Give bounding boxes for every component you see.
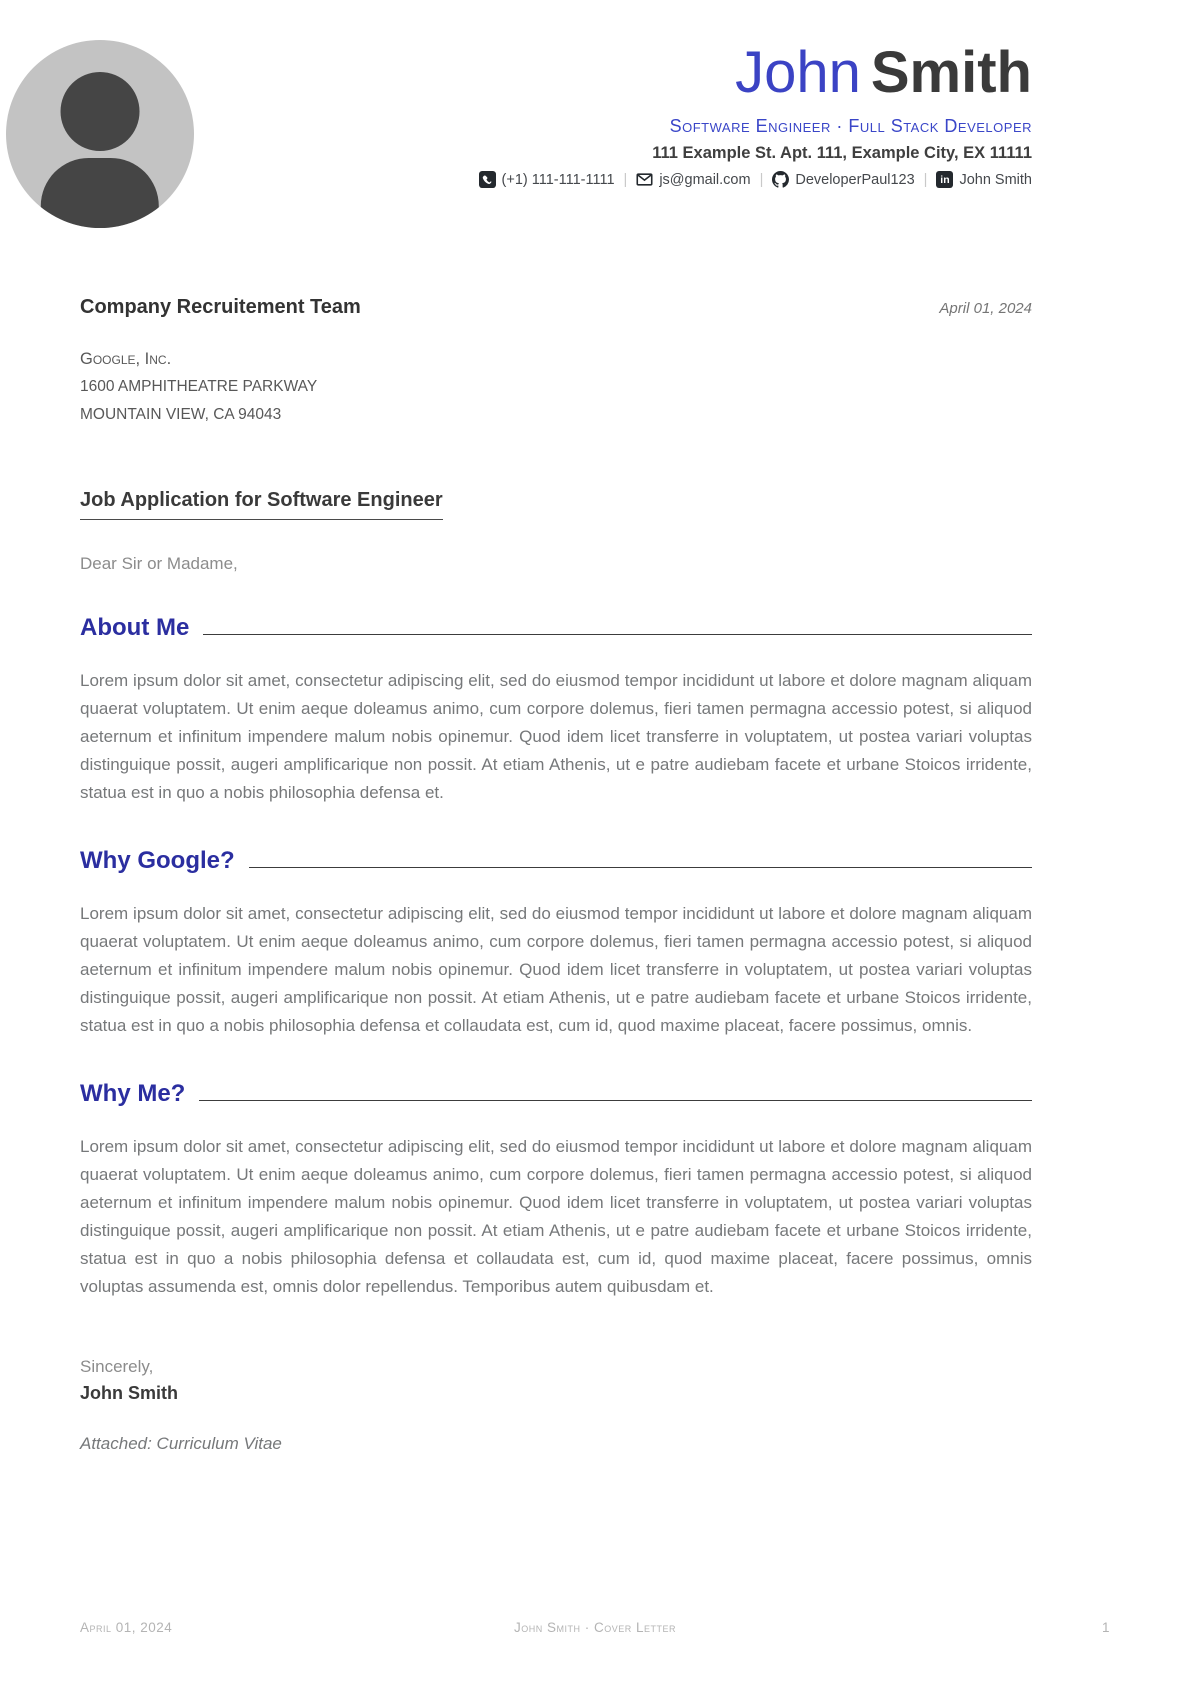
section-header-why-me — [80, 1080, 1032, 1108]
first-name: John — [735, 40, 861, 105]
phone-contact[interactable] — [479, 171, 615, 188]
section-title: Why Google? — [80, 847, 235, 874]
recipient-name: Company Recruitement Team — [80, 296, 361, 318]
contact-separator: | — [923, 171, 928, 188]
footer-date: April 01, 2024 — [80, 1620, 173, 1635]
letter-subject: Job Application for Software Engineer — [80, 489, 443, 520]
section-body: Lorem ipsum dolor sit amet, consectetur adipiscing elit, sed do eiusmod tempor incididunt ut labore et dolore magnam aliquam quaerat voluptatem. Ut enim aeque doleamus animo, cum corpore dolemus, fieri tamen permagna accessio potest, si aliquod aeternum et infinitum impendere malum nobis opinemur. Quod idem licet transferre in voluptatem, ut postea variari voluptas distinguique possit, augeri amplificarique non possit. At etiam Athenis, ut e patre audiebam facete et urbane Stoicos irridente, statua est in quo a nobis philosophia defensa et collaudata est, cum id, quod maxime placeat, facere possimus, omnis. — [80, 904, 1032, 1035]
page-footer — [80, 1620, 1110, 1635]
linkedin-name: John Smith — [959, 171, 1032, 188]
github-username: DeveloperPaul123 — [795, 171, 915, 188]
contact-row — [80, 171, 1032, 188]
job-tagline: Software Engineer · Full Stack Developer — [669, 116, 1032, 136]
recipient-row — [80, 296, 1032, 319]
section-rule — [203, 634, 1032, 635]
github-icon — [772, 171, 789, 188]
github-contact[interactable] — [772, 171, 914, 188]
sender-address: 111 Example St. Apt. 111, Example City, EX 11111 — [652, 144, 1032, 162]
section-header-why-google — [80, 847, 1032, 875]
section-rule — [249, 867, 1032, 868]
closing-line: Sincerely, — [80, 1357, 154, 1376]
linkedin-contact[interactable] — [936, 171, 1032, 188]
recipient-address-block — [80, 345, 1032, 429]
section-header-about-me — [80, 614, 1032, 642]
mail-icon — [636, 171, 653, 188]
footer-page-number: 1 — [1101, 1620, 1110, 1635]
email-contact[interactable] — [636, 171, 750, 188]
contact-separator: | — [759, 171, 764, 188]
signature-name: John Smith — [80, 1383, 178, 1403]
page-title — [80, 42, 1032, 104]
section-title: Why Me? — [80, 1080, 186, 1107]
last-name: Smith — [870, 40, 1032, 105]
section-body: Lorem ipsum dolor sit amet, consectetur adipiscing elit, sed do eiusmod tempor incididunt ut labore et dolore magnam aliquam quaerat voluptatem. Ut enim aeque doleamus animo, cum corpore dolemus, fieri tamen permagna accessio potest, si aliquod aeternum et infinitum impendere malum nobis opinemur. Quod idem licet transferre in voluptatem, ut postea variari voluptas distinguique possit, augeri amplificarique non possit. At etiam Athenis, ut e patre audiebam facete et urbane Stoicos irridente, statua est in quo a nobis philosophia defensa et. — [80, 671, 1032, 802]
email-text: js@gmail.com — [659, 171, 751, 188]
section-rule — [199, 1100, 1032, 1101]
footer-doc-title: John Smith · Cover Letter — [513, 1620, 676, 1635]
phone-number: (+1) 111-111-1111 — [501, 171, 615, 188]
recipient-org: Google, Inc. — [80, 350, 172, 368]
letter-date: April 01, 2024 — [939, 300, 1032, 317]
header — [80, 0, 1032, 188]
contact-separator: | — [623, 171, 628, 188]
phone-icon — [479, 171, 496, 188]
section-title: About Me — [80, 614, 190, 641]
recipient-address-line: 1600 AMPHITHEATRE PARKWAY — [80, 378, 318, 395]
section-body: Lorem ipsum dolor sit amet, consectetur adipiscing elit, sed do eiusmod tempor incididunt ut labore et dolore magnam aliquam quaerat voluptatem. Ut enim aeque doleamus animo, cum corpore dolemus, fieri tamen permagna accessio potest, si aliquod aeternum et infinitum impendere malum nobis opinemur. Quod idem licet transferre in voluptatem, ut postea variari voluptas distinguique possit, augeri amplificarique non possit. At etiam Athenis, ut e patre audiebam facete et urbane Stoicos irridente, statua est in quo a nobis philosophia defensa et collaudata est, cum id, quod maxime placeat, facere possimus, omnis voluptas assumenda est, omnis dolor repellendus. Temporibus autem quibusdam et. — [80, 1137, 1032, 1296]
attachment-note: Attached: Curriculum Vitae — [80, 1434, 282, 1453]
linkedin-icon: in — [936, 171, 953, 188]
recipient-address-line: MOUNTAIN VIEW, CA 94043 — [80, 406, 282, 423]
salutation: Dear Sir or Madame, — [80, 554, 238, 573]
